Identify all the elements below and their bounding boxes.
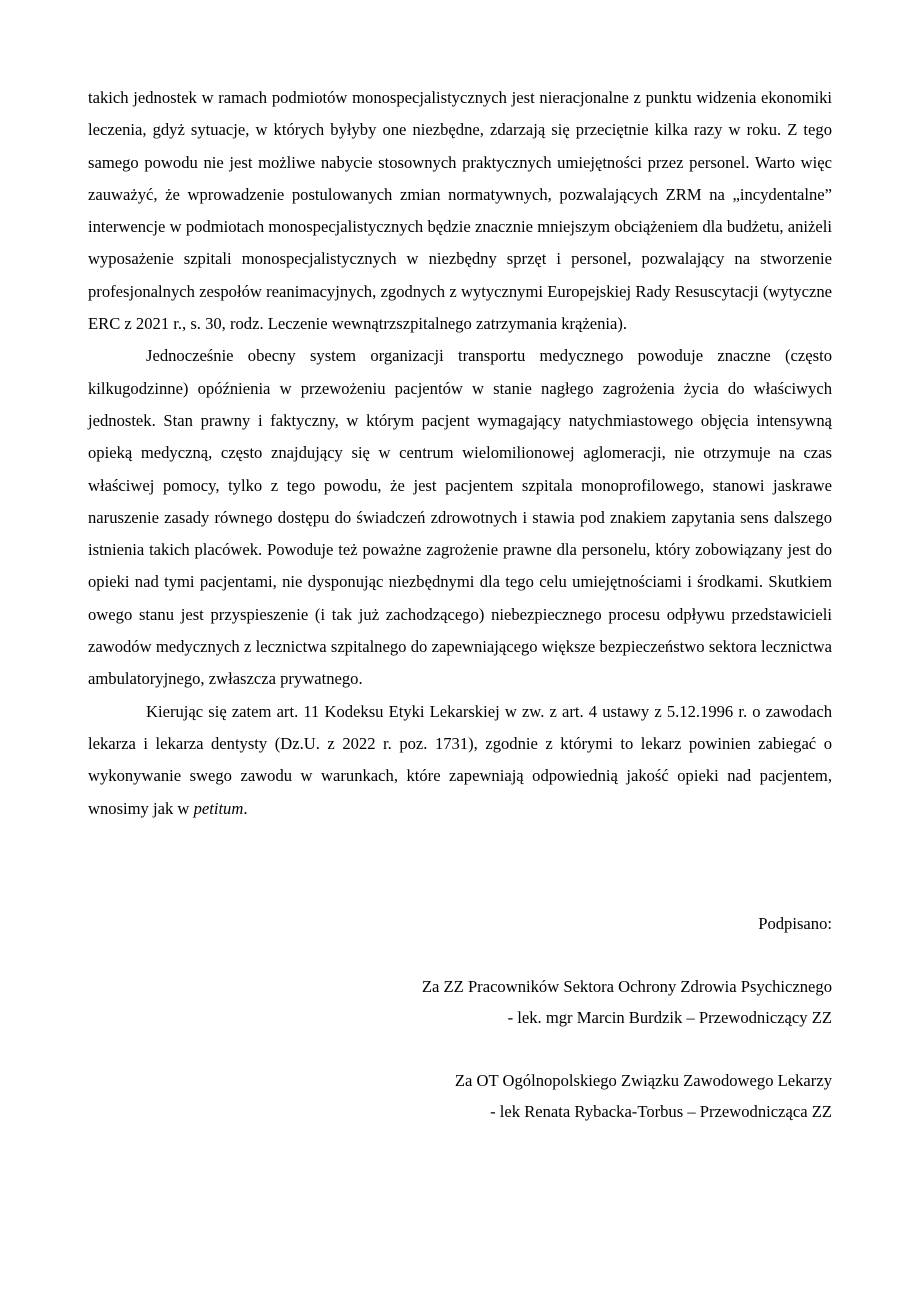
paragraph-3-end: . [243, 798, 248, 818]
paragraph-2: Jednocześnie obecny system organizacji transportu medycznego powoduje znaczne (często kilkugodzinne) opóźnienia w przewożeniu pacjentów w stanie nagłego zagrożenia życia do właściwych jednostek. Stan prawny i faktyczny, w którym pacjent wymagający natychmiastowego objęcia intensywną opieką medyczną, często znajdujący się w centrum wielomilionowej aglomeracji, nie otrzymuje na czas właściwej pomocy, tylko z tego powodu, że jest pacjentem szpitala monoprofilowego, stanowi jaskrawe naruszenie zasady równego dostępu do świadczeń zdrowotnych i stawia pod znakiem zapytania sens dalszego istnienia takich placówek. Powoduje też poważne zagrożenie prawne dla personelu, który zobowiązany jest do opieki nad tymi pacjentami, nie dysponując niezbędnymi dla tego celu umiejętnościami i środkami. Skutkiem owego stanu jest przyspieszenie (i tak już zachodzącego) niebezpiecznego procesu odpływu przedstawicieli zawodów medycznych z lecznictwa szpitalnego do zapewniającego większe bezpieczeństwo sektora lecznictwa ambulatoryjnego, zwłaszcza prywatnego. [88, 346, 832, 689]
signature-1-person: - lek. mgr Marcin Burdzik – Przewodniczący ZZ [507, 1008, 832, 1028]
signature-block-2 [88, 1065, 832, 1127]
paragraph-1: takich jednostek w ramach podmiotów monospecjalistycznych jest nieracjonalne z punktu widzenia ekonomiki leczenia, gdyż sytuacje, w których byłyby one niezbędne, zdarzają się przeciętnie kilka razy w roku. Z tego samego powodu nie jest możliwe nabycie stosownych praktycznych umiejętności przez personel. Warto więc zauważyć, że wprowadzenie postulowanych zmian normatywnych, pozwalających ZRM na „incydentalne” interwencje w podmiotach monospecjalistycznych będzie znacznie mniejszym obciążeniem dla budżetu, aniżeli wyposażenie szpitali monospecjalistycznych w niezbędny sprzęt i personel, pozwalający na stworzenie profesjonalnych zespołów reanimacyjnych, zgodnych z wytycznymi Europejskiej Rady Resuscytacji (wytyczne ERC z 2021 r., s. 30, rodz. Leczenie wewnątrzszpitalnego zatrzymania krążenia). [88, 88, 832, 334]
signed-heading: Podpisano: [758, 913, 832, 933]
document-page [88, 82, 832, 1127]
signature-block-1 [88, 971, 832, 1033]
paragraph-3-text: Kierując się zatem art. 11 Kodeksu Etyki Lekarskiej w zw. z art. 4 ustawy z 5.12.1996 r. o zawodach lekarza i lekarza dentysty (Dz.U. z 2022 r. poz. 1731), zgodnie z którymi to lekarz powinien zabiegać o wykonywanie swego zawodu w warunkach, które zapewniają odpowiednią jakość opieki nad pacjentem, wnosimy jak w [88, 701, 832, 818]
petitum-italic: petitum [193, 798, 244, 818]
signature-1-organization: Za ZZ Pracowników Sektora Ochrony Zdrowia Psychicznego [421, 977, 832, 997]
signature-2-person: - lek Renata Rybacka-Torbus – Przewodnicząca ZZ [490, 1102, 832, 1122]
signature-2-organization: Za OT Ogólnopolskiego Związku Zawodowego Lekarzy [454, 1071, 832, 1091]
paragraph-3 [88, 696, 832, 825]
